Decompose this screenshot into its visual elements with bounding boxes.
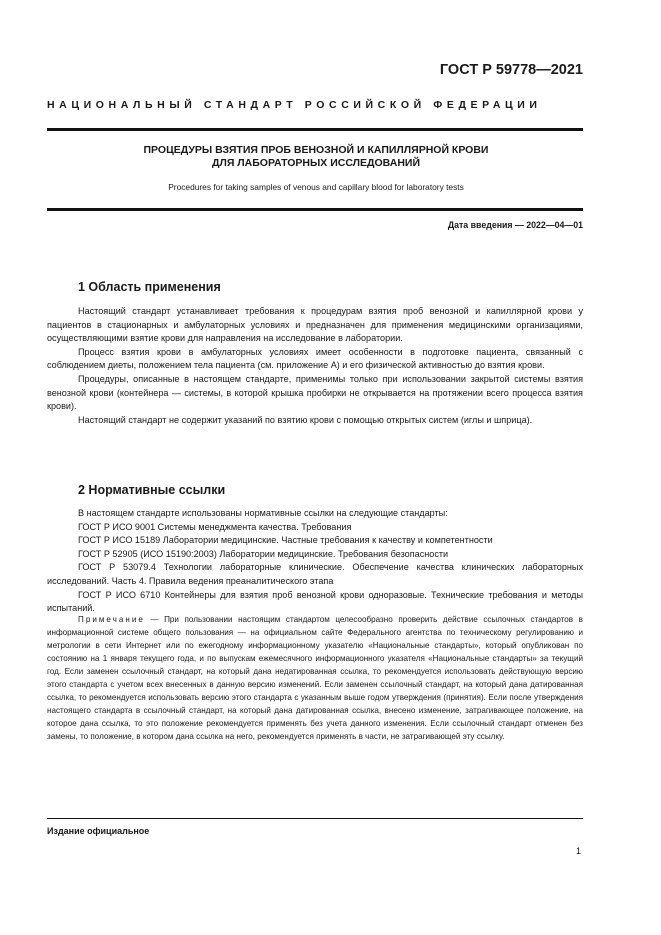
- note-label: Примечание: [78, 615, 145, 624]
- note-text: — При пользовании настоящим стандартом целесообразно проверить действие ссылочных стандартов в информационной системе общего пользования — на официальном сайте Федерального агентства по техническому регулированию и метрологии в сети Интернет или по ежегодному информационному указателю «Национальные стандарты», который опубликован по состоянию на 1 января текущего года, и по выпускам ежемесячного информационного указателя «Национальные стандарты» за текущий год. Если заменен ссылочный стандарт, на который дана недатированная ссылка, то рекомендуется использовать действующую версию этого стандарта с учетом всех внесенных в данную версию изменений. Если заменен ссылочный стандарт, на который дана датированная ссылка, то рекомендуется использовать версию этого стандарта с указанным выше годом утверждения (принятия). Если после утверждения настоящего стандарта в ссылочный стандарт, на который дана датированная ссылка, внесено изменение, затрагивающее положение, на которое дана ссылка, то это положение рекомендуется применять без учета данного изменения. Если ссылочный стандарт отменен без замены, то положение, в котором дана ссылка на него, рекомендуется применять в части, не затрагивающей эту ссылку.: [47, 615, 583, 741]
- official-edition-label: Издание официальное: [47, 826, 150, 836]
- top-divider: [47, 128, 583, 131]
- paragraph: Процесс взятия крови в амбулаторных условиях имеет особенности в подготовке пациента, связанный с соблюдением диеты, положением тела пациента (см. приложение А) и его физической активностью до взятия крови.: [47, 346, 583, 371]
- introduction-date: Дата введения — 2022—04—01: [447, 220, 583, 230]
- paragraph: Настоящий стандарт устанавливает требования к процедурам взятия проб венозной и капиллярной крови у пациентов в стационарных и амбулаторных условиях и предназначен для применения медицинскими организациями, осуществляющими взятие крови для направления на исследование в лаборатории.: [47, 306, 583, 344]
- note-block: [47, 613, 583, 743]
- reference-item: ГОСТ Р 53079.4 Технологии лабораторные клинические. Обеспечение качества клинических лабораторных исследований. Часть 4. Правила ведения преаналитического этапа: [47, 562, 583, 586]
- title-line-2: ДЛЯ ЛАБОРАТОРНЫХ ИССЛЕДОВАНИЙ: [211, 157, 420, 169]
- national-standard-heading: НАЦИОНАЛЬНЫЙ СТАНДАРТ РОССИЙСКОЙ ФЕДЕРАЦИИ: [47, 99, 542, 111]
- reference-item: ГОСТ Р ИСО 9001 Системы менеджмента качества. Требования: [78, 521, 352, 532]
- section-1-body: [47, 305, 583, 427]
- paragraph: Процедуры, описанные в настоящем стандарте, применимы только при использовании закрытой системы взятия венозной крови (контейнера — системы, в которой крышка пробирки не открывается на протяжении всего процесса взятия крови).: [47, 373, 583, 412]
- document-number: ГОСТ Р 59778—2021: [439, 62, 583, 78]
- title-divider: [47, 208, 583, 211]
- reference-item: ГОСТ Р ИСО 6710 Контейнеры для взятия проб венозной крови одноразовые. Технические требования и методы испытаний.: [47, 589, 583, 614]
- section-2-body: [47, 507, 583, 616]
- section-2-heading: 2 Нормативные ссылки: [78, 483, 226, 497]
- reference-item: ГОСТ Р 52905 (ИСО 15190:2003) Лаборатории медицинские. Требования безопасности: [78, 548, 449, 559]
- english-title: Procedures for taking samples of venous and capillary blood for laboratory tests: [168, 182, 464, 192]
- document-title: [47, 144, 585, 170]
- footer-divider: [47, 818, 583, 819]
- section-1-heading: 1 Область применения: [78, 280, 221, 294]
- title-line-1: ПРОЦЕДУРЫ ВЗЯТИЯ ПРОБ ВЕНОЗНОЙ И КАПИЛЛЯРНОЙ КРОВИ: [143, 144, 489, 156]
- page-number: 1: [575, 846, 581, 856]
- paragraph: В настоящем стандарте использованы нормативные ссылки на следующие стандарты:: [78, 508, 448, 518]
- reference-item: ГОСТ Р ИСО 15189 Лаборатории медицинские. Частные требования к качеству и компетентности: [78, 535, 493, 546]
- paragraph: Настоящий стандарт не содержит указаний по взятию крови с помощью открытых систем (иглы и шприца).: [78, 414, 533, 425]
